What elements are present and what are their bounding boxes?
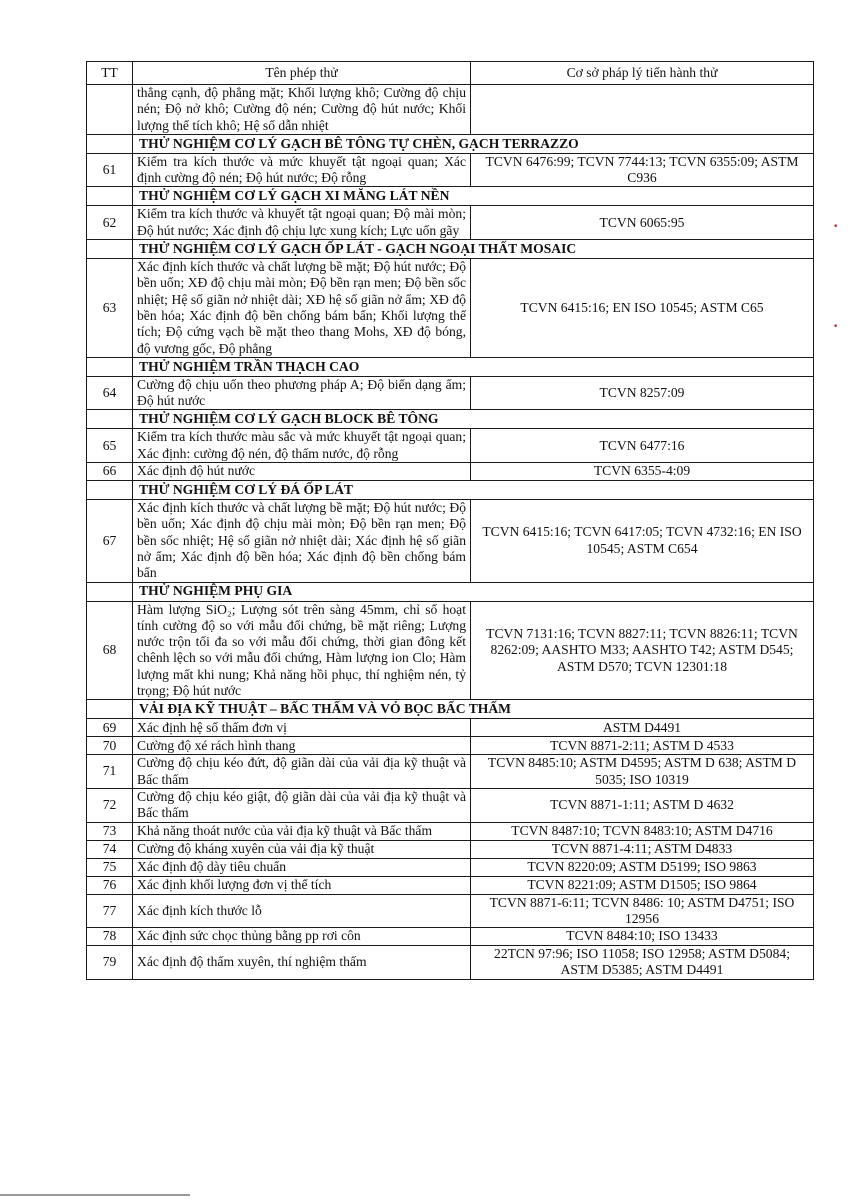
section-title: THỬ NGHIỆM CƠ LÝ GẠCH ỐP LÁT - GẠCH NGOẠI THẤT MOSAIC xyxy=(133,240,814,259)
row-number: 76 xyxy=(87,876,133,894)
section-title: THỬ NGHIỆM CƠ LÝ GẠCH XI MĂNG LÁT NỀN xyxy=(133,187,814,206)
test-name: Kiểm tra kích thước màu sắc và mức khuyết tật ngoại quan; Xác định: cường độ nén, độ thấm nước, độ rỗng xyxy=(133,429,471,463)
scan-edge-line xyxy=(0,1194,190,1196)
scan-artifact: • xyxy=(833,322,839,332)
test-name: Xác định khối lượng đơn vị thể tích xyxy=(133,876,471,894)
test-name: Cường độ kháng xuyên của vải địa kỹ thuật xyxy=(133,840,471,858)
table-header-row xyxy=(87,62,814,85)
section-title: THỬ NGHIỆM CƠ LÝ GẠCH BÊ TÔNG TỰ CHÈN, GẠCH TERRAZZO xyxy=(133,134,814,153)
legal-basis xyxy=(471,85,814,135)
row-number: 71 xyxy=(87,755,133,789)
table-row xyxy=(87,946,814,980)
legal-basis: TCVN 8871-6:11; TCVN 8486: 10; ASTM D4751; ISO 12956 xyxy=(471,894,814,928)
row-number: 63 xyxy=(87,259,133,358)
legal-basis: ASTM D4491 xyxy=(471,719,814,737)
test-name: Xác định độ hút nước xyxy=(133,463,471,481)
legal-basis: TCVN 6065:95 xyxy=(471,206,814,240)
legal-basis: TCVN 8484:10; ISO 13433 xyxy=(471,928,814,946)
row-number: 61 xyxy=(87,153,133,187)
legal-basis: TCVN 8871-4:11; ASTM D4833 xyxy=(471,840,814,858)
table-row xyxy=(87,85,814,135)
section-row xyxy=(87,187,814,206)
table-row xyxy=(87,429,814,463)
table-row xyxy=(87,259,814,358)
test-name: Xác định sức chọc thủng bằng pp rơi côn xyxy=(133,928,471,946)
section-row xyxy=(87,481,814,500)
table-row xyxy=(87,876,814,894)
test-name: thẳng cạnh, độ phẳng mặt; Khối lượng khô; Cường độ chịu nén; Độ nở khô; Cường độ nén; Cường độ hút nước; Khối lượng thể tích khô; Hệ số dẫn nhiệt xyxy=(133,85,471,135)
table-row xyxy=(87,928,814,946)
row-number: 68 xyxy=(87,601,133,700)
legal-basis: TCVN 6355-4:09 xyxy=(471,463,814,481)
table-row xyxy=(87,840,814,858)
table-row xyxy=(87,822,814,840)
row-number: 66 xyxy=(87,463,133,481)
legal-basis: TCVN 8871-2:11; ASTM D 4533 xyxy=(471,737,814,755)
table-body xyxy=(87,85,814,980)
test-name: Xác định kích thước và chất lượng bề mặt; Độ hút nước; Độ bền uốn; XĐ độ chịu mài mòn; Độ bền rạn men; Độ bền sốc nhiệt; Hệ số giãn nở nhiệt dài; XĐ hệ số giãn nở ẩm; XĐ độ bền hóa; Xác định độ bền chống bám bẩn; Khối lượng thể tích; Độ cứng vạch bề mặt theo thang Mohs, XĐ độ bóng, độ vương gốc, Độ phẳng xyxy=(133,259,471,358)
row-number: 70 xyxy=(87,737,133,755)
test-name: Xác định độ thấm xuyên, thí nghiệm thấm xyxy=(133,946,471,980)
table-row xyxy=(87,894,814,928)
table-row xyxy=(87,788,814,822)
table-row xyxy=(87,463,814,481)
section-title: THỬ NGHIỆM TRẦN THẠCH CAO xyxy=(133,357,814,376)
legal-basis: TCVN 6477:16 xyxy=(471,429,814,463)
legal-basis: TCVN 8485:10; ASTM D4595; ASTM D 638; ASTM D 5035; ISO 10319 xyxy=(471,755,814,789)
test-methods-table xyxy=(86,61,814,980)
row-number: 69 xyxy=(87,719,133,737)
legal-basis: TCVN 8221:09; ASTM D1505; ISO 9864 xyxy=(471,876,814,894)
legal-basis: TCVN 6415:16; EN ISO 10545; ASTM C65 xyxy=(471,259,814,358)
test-name: Kiểm tra kích thước và khuyết tật ngoại quan; Độ mài mòn; Độ hút nước; Xác định độ chịu lực xung kích; Lực uốn gãy xyxy=(133,206,471,240)
row-number: 75 xyxy=(87,858,133,876)
section-row xyxy=(87,700,814,719)
table-row xyxy=(87,601,814,700)
row-number: 62 xyxy=(87,206,133,240)
table-row xyxy=(87,376,814,410)
test-name: Khả năng thoát nước của vải địa kỹ thuật và Bấc thấm xyxy=(133,822,471,840)
table-row xyxy=(87,206,814,240)
test-name: Cường độ chịu kéo giật, độ giãn dài của vải địa kỹ thuật và Bấc thấm xyxy=(133,788,471,822)
legal-basis: TCVN 6476:99; TCVN 7744:13; TCVN 6355:09; ASTM C936 xyxy=(471,153,814,187)
row-number: 72 xyxy=(87,788,133,822)
table-row xyxy=(87,500,814,582)
section-title: VẢI ĐỊA KỸ THUẬT – BẤC THẤM VÀ VỎ BỌC BẤC THẤM xyxy=(133,700,814,719)
header-tt: TT xyxy=(87,62,133,85)
header-name: Tên phép thử xyxy=(133,62,471,85)
test-name: Hàm lượng SiO₂; Lượng sót trên sàng 45mm, chỉ số hoạt tính cường độ so với mẫu đối chứng, bề mặt riêng; Lượng nước trộn tối đa so với mẫu đối chứng, thời gian đông kết chênh lệch so với mẫu đối chứng, Hàm lượng ion Clo; Hàm lượng mất khi nung; Khả năng hồi phục, thí nghiệm nén, tỷ trọng; Độ hút nước xyxy=(133,601,471,700)
legal-basis: TCVN 8220:09; ASTM D5199; ISO 9863 xyxy=(471,858,814,876)
section-title: THỬ NGHIỆM CƠ LÝ GẠCH BLOCK BÊ TÔNG xyxy=(133,410,814,429)
row-number: 78 xyxy=(87,928,133,946)
scan-artifact: • xyxy=(833,222,839,232)
table-row xyxy=(87,858,814,876)
test-name: Xác định hệ số thấm đơn vị xyxy=(133,719,471,737)
legal-basis: TCVN 8487:10; TCVN 8483:10; ASTM D4716 xyxy=(471,822,814,840)
row-number: 65 xyxy=(87,429,133,463)
table-row xyxy=(87,153,814,187)
row-number: 74 xyxy=(87,840,133,858)
row-number: 64 xyxy=(87,376,133,410)
section-title: THỬ NGHIỆM PHỤ GIA xyxy=(133,582,814,601)
test-name: Kiểm tra kích thước và mức khuyết tật ngoại quan; Xác định cường độ nén; Độ hút nước; Độ rỗng xyxy=(133,153,471,187)
section-title: THỬ NGHIỆM CƠ LÝ ĐÁ ỐP LÁT xyxy=(133,481,814,500)
section-row xyxy=(87,410,814,429)
table-row xyxy=(87,719,814,737)
row-number: 73 xyxy=(87,822,133,840)
test-name: Cường độ xé rách hình thang xyxy=(133,737,471,755)
section-row xyxy=(87,240,814,259)
legal-basis: TCVN 7131:16; TCVN 8827:11; TCVN 8826:11; TCVN 8262:09; AASHTO M33; AASHTO T42; ASTM D545; ASTM D570; TCVN 12301:18 xyxy=(471,601,814,700)
test-name: Xác định kích thước lỗ xyxy=(133,894,471,928)
header-basis: Cơ sở pháp lý tiến hành thử xyxy=(471,62,814,85)
legal-basis: TCVN 8257:09 xyxy=(471,376,814,410)
row-number xyxy=(87,85,133,135)
legal-basis: TCVN 8871-1:11; ASTM D 4632 xyxy=(471,788,814,822)
table-row xyxy=(87,755,814,789)
section-row xyxy=(87,582,814,601)
section-row xyxy=(87,134,814,153)
test-name: Xác định độ dày tiêu chuẩn xyxy=(133,858,471,876)
legal-basis: TCVN 6415:16; TCVN 6417:05; TCVN 4732:16; EN ISO 10545; ASTM C654 xyxy=(471,500,814,582)
legal-basis: 22TCN 97:96; ISO 11058; ISO 12958; ASTM D5084; ASTM D5385; ASTM D4491 xyxy=(471,946,814,980)
section-row xyxy=(87,357,814,376)
row-number: 79 xyxy=(87,946,133,980)
row-number: 77 xyxy=(87,894,133,928)
table-row xyxy=(87,737,814,755)
row-number: 67 xyxy=(87,500,133,582)
test-name: Cường độ chịu kéo đứt, độ giãn dài của vải địa kỹ thuật và Bấc thấm xyxy=(133,755,471,789)
test-name: Cường độ chịu uốn theo phương pháp A; Độ biến dạng ẩm; Độ hút nước xyxy=(133,376,471,410)
test-name: Xác định kích thước và chất lượng bề mặt; Độ hút nước; Độ bền uốn; Xác định độ chịu mài mòn; Độ bền rạn men; Độ bền sốc nhiệt; Hệ số giãn nở nhiệt dài; Xác định hệ số giãn nở ẩm; Xác định độ bền hóa; Xác định độ bền chống bám bẩn xyxy=(133,500,471,582)
